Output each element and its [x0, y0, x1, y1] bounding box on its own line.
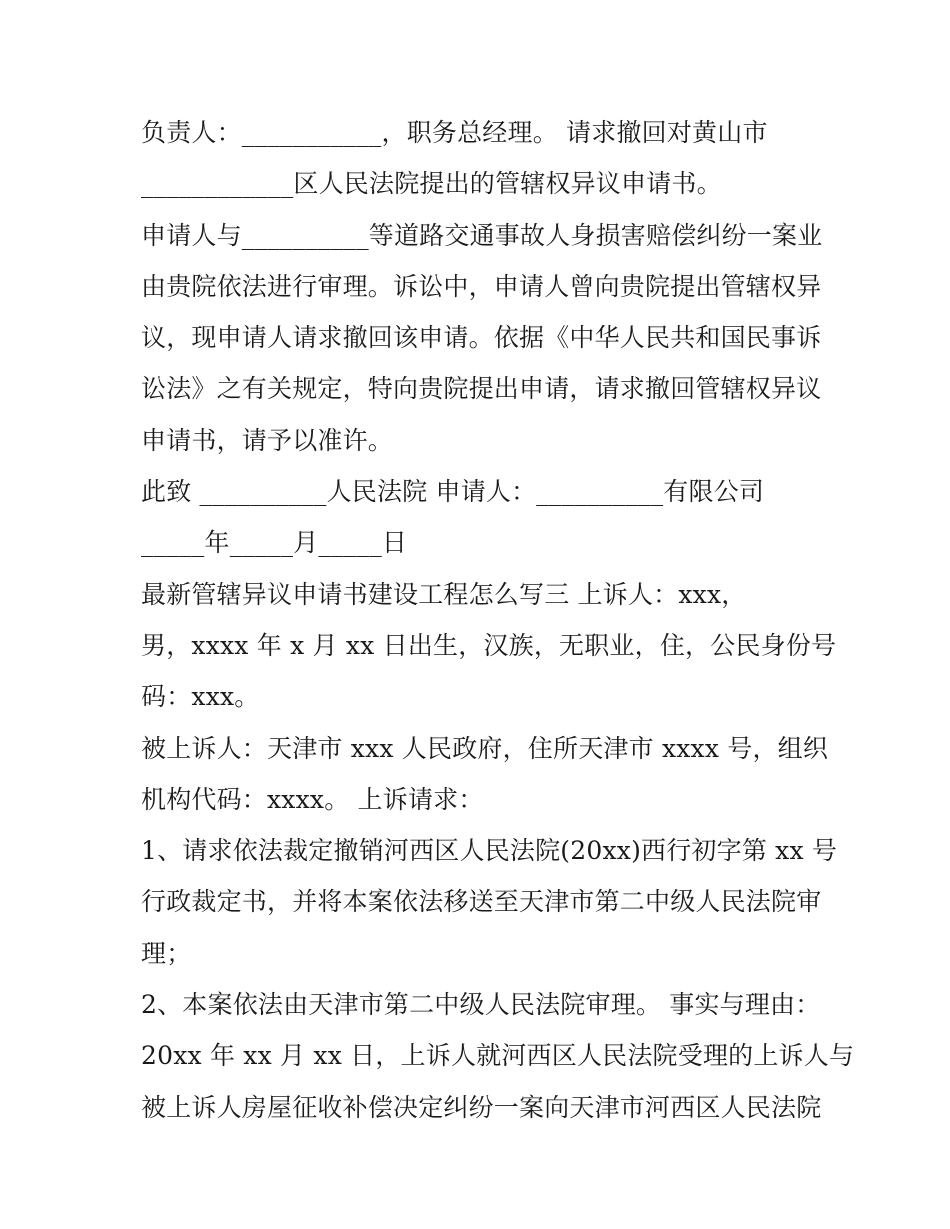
text-line: 申请人与__________等道路交通事故人身损害赔偿纠纷一案业: [141, 220, 823, 250]
text-line: 1、请求依法裁定撤销河西区人民法院(20xx)西行初字第 xx 号: [141, 836, 838, 866]
text-line: 由贵院依法进行审理。诉讼中，申请人曾向贵院提出管辖权异: [141, 271, 822, 301]
document-body: [141, 107, 855, 1133]
text-line: 最新管辖异议申请书建设工程怎么写三 上诉人：xxx，: [141, 579, 747, 609]
text-line: 讼法》之有关规定，特向贵院提出申请，请求撤回管辖权异议: [141, 374, 822, 404]
text-line: 被上诉人：天津市 xxx 人民政府，住所天津市 xxxx 号，组织: [141, 733, 829, 763]
text-line: 20xx 年 xx 月 xx 日，上诉人就河西区人民法院受理的上诉人与: [141, 1041, 855, 1071]
text-line: 理；: [141, 938, 192, 968]
text-line: _____年_____月_____日: [141, 528, 408, 558]
text-line: 此致 __________人民法院 申请人：__________有限公司: [141, 477, 765, 507]
text-line: 被上诉人房屋征收补偿决定纠纷一案向天津市河西区人民法院: [141, 1092, 822, 1122]
text-line: 负责人：___________，职务总经理。 请求撤回对黄山市: [141, 118, 768, 147]
text-line: 男，xxxx 年 x 月 xx 日出生，汉族，无职业，住，公民身份号: [141, 630, 837, 660]
text-line: ____________区人民法院提出的管辖权异议申请书。: [141, 169, 722, 199]
text-line: 议，现申请人请求撤回该申请。依据《中华人民共和国民事诉: [141, 323, 822, 353]
text-line: 行政裁定书，并将本案依法移送至天津市第二中级人民法院审: [141, 887, 822, 917]
text-line: 码：xxx。: [141, 682, 260, 712]
text-line: 2、本案依法由天津市第二中级人民法院审理。 事实与理由：: [141, 990, 821, 1020]
text-line: 机构代码：xxxx。 上诉请求：: [141, 784, 484, 814]
text-line: 申请书，请予以准许。: [141, 425, 394, 455]
